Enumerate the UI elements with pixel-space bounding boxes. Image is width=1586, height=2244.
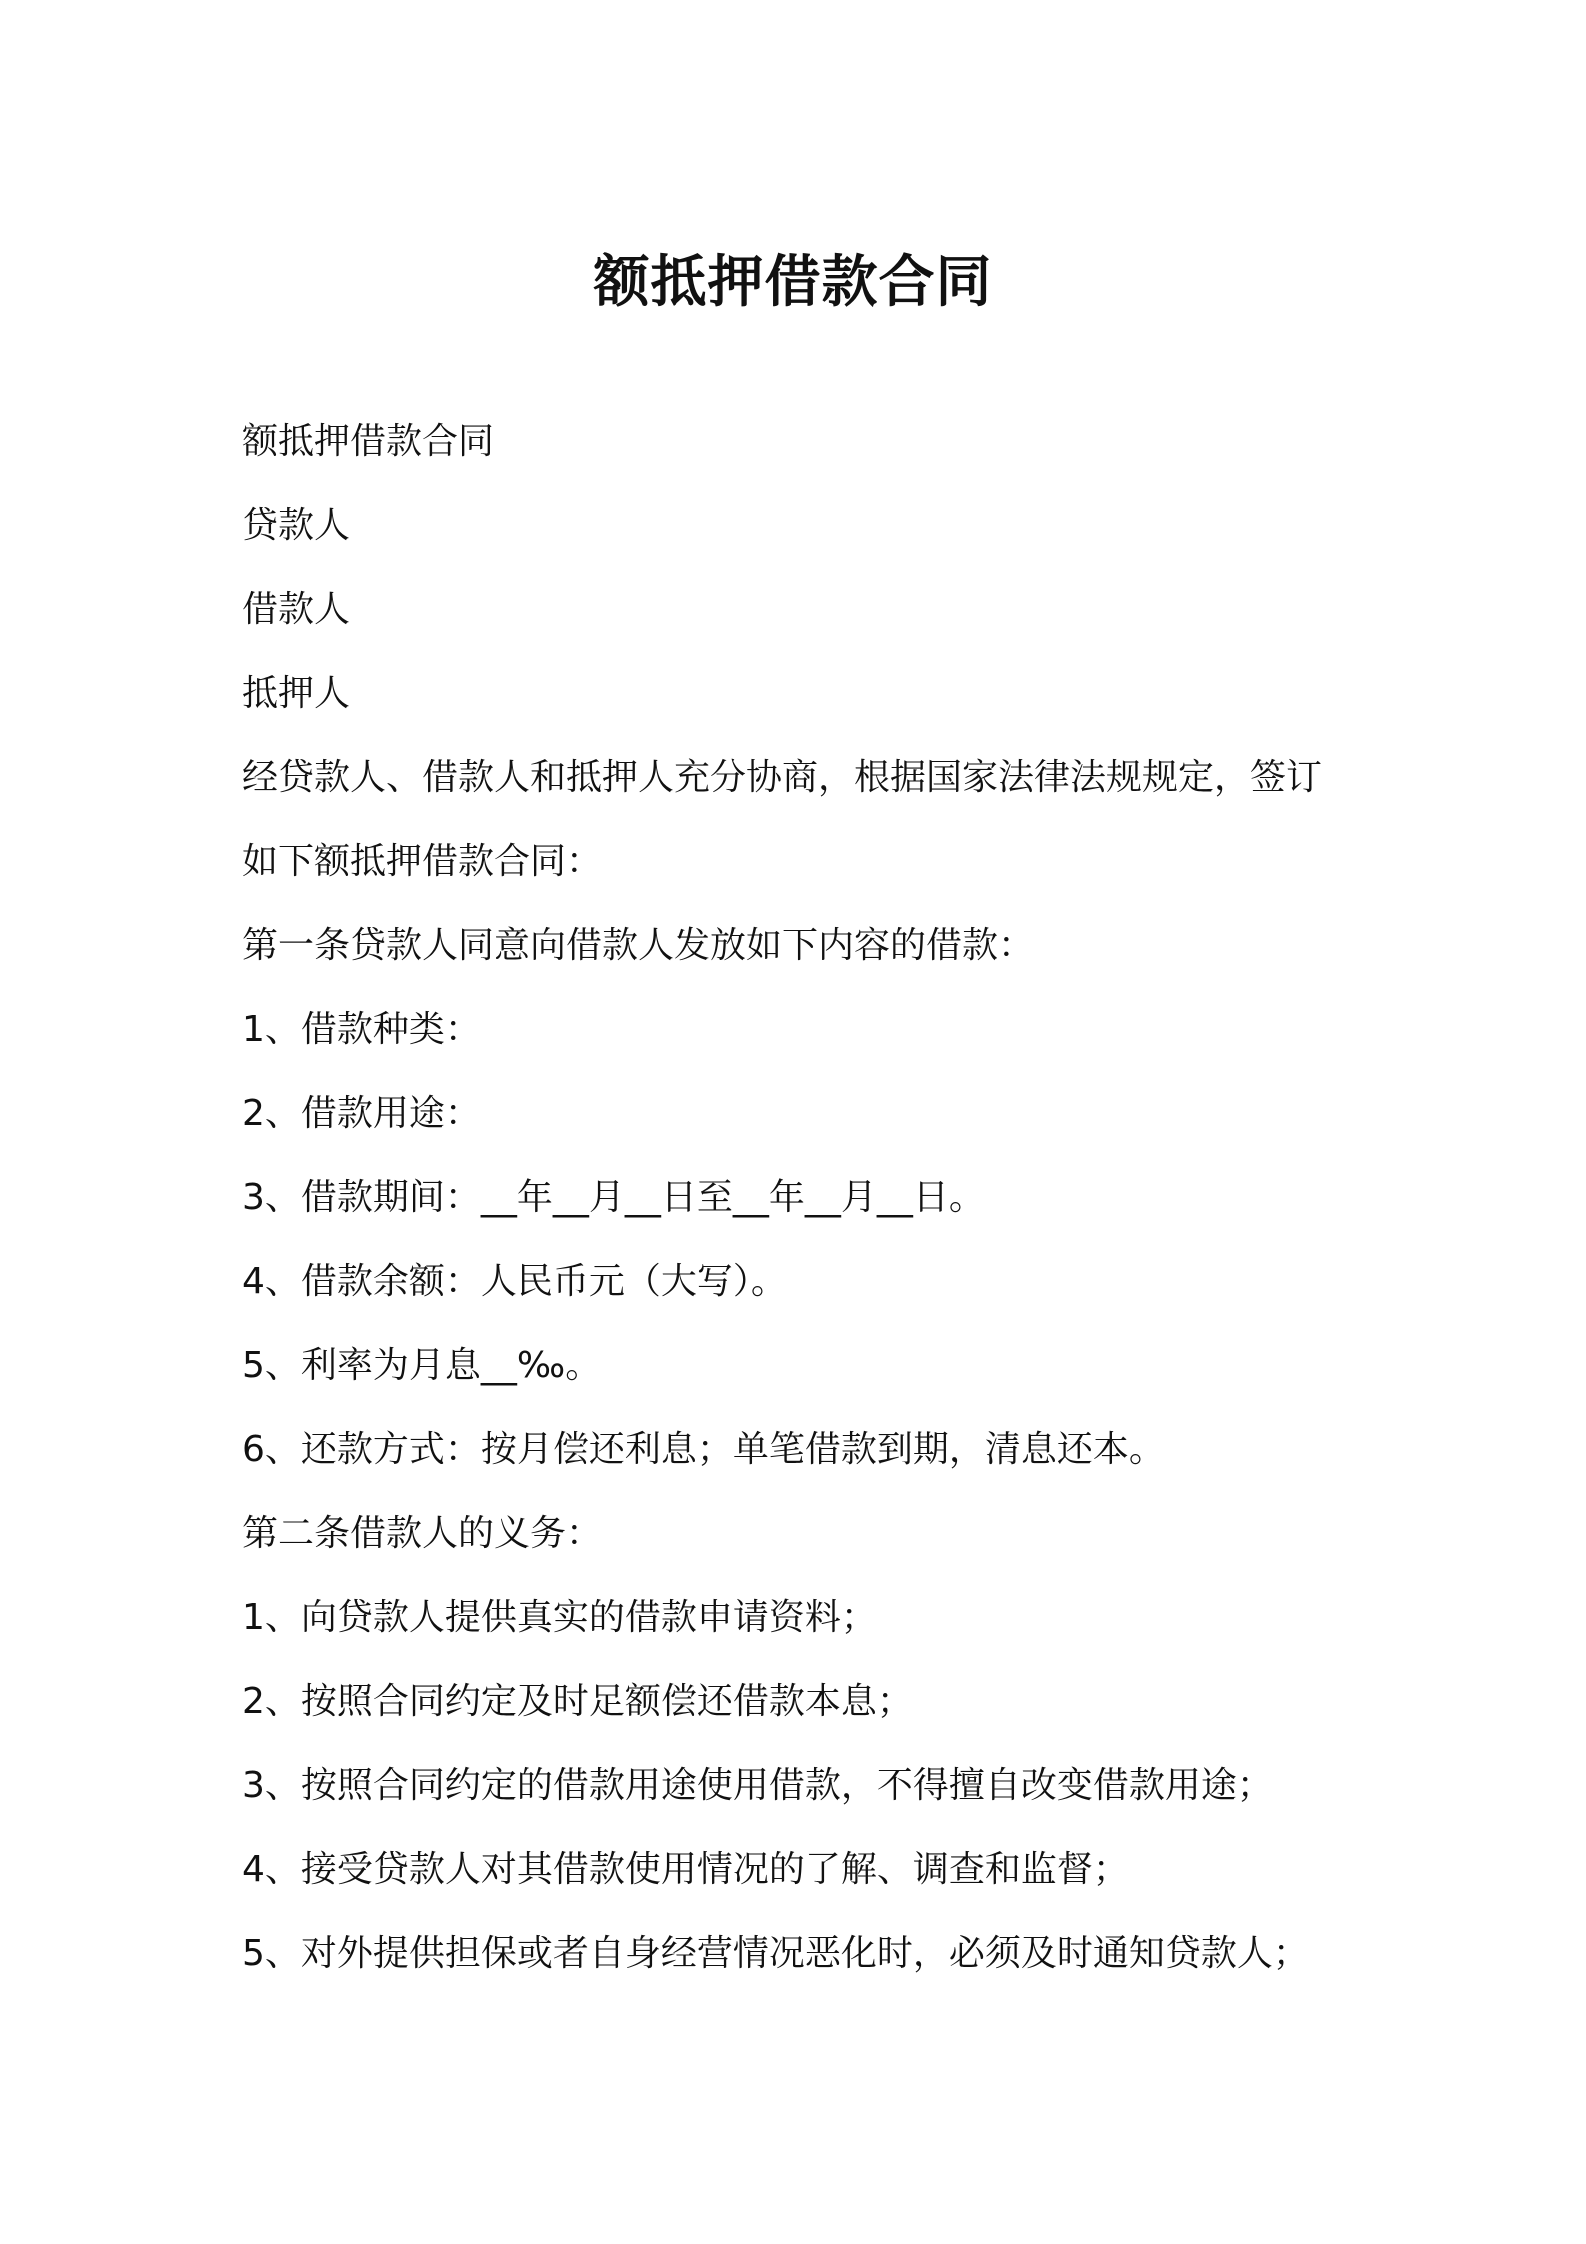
article-2-item-2: 2、按照合同约定及时足额偿还借款本息；: [242, 1681, 913, 1722]
mortgagor-line: 抵押人: [242, 673, 351, 714]
article-1-item-3: 3、借款期间：__年__月__日至__年__月__日。: [242, 1177, 985, 1218]
article-1-item-4: 4、借款余额：人民币元（大写）。: [242, 1261, 787, 1302]
article-2-heading: 第二条借款人的义务：: [242, 1513, 603, 1554]
article-1-item-6: 6、还款方式：按月偿还利息；单笔借款到期，清息还本。: [242, 1429, 1165, 1470]
article-2-item-4: 4、接受贷款人对其借款使用情况的了解、调查和监督；: [242, 1849, 1129, 1890]
article-1-heading: 第一条贷款人同意向借款人发放如下内容的借款：: [242, 925, 1035, 966]
document-title: 额抵押借款合同: [593, 249, 993, 315]
lender-line: 贷款人: [242, 505, 351, 546]
article-1-item-2: 2、借款用途：: [242, 1093, 481, 1134]
preamble-line-2: 如下额抵押借款合同：: [242, 841, 603, 882]
article-1-item-1: 1、借款种类：: [242, 1009, 481, 1050]
article-2-item-5: 5、对外提供担保或者自身经营情况恶化时，必须及时通知贷款人；: [242, 1933, 1309, 1974]
article-2-item-3: 3、按照合同约定的借款用途使用借款，不得擅自改变借款用途；: [242, 1765, 1273, 1806]
document-body: [242, 400, 1362, 1996]
article-1-item-5: 5、利率为月息__‰。: [242, 1345, 602, 1386]
borrower-line: 借款人: [242, 589, 351, 630]
preamble-line-1: 经贷款人、借款人和抵押人充分协商，根据国家法律法规规定，签订: [242, 757, 1323, 798]
article-2-item-1: 1、向贷款人提供真实的借款申请资料；: [242, 1597, 877, 1638]
contract-name-line: 额抵押借款合同: [242, 421, 495, 462]
